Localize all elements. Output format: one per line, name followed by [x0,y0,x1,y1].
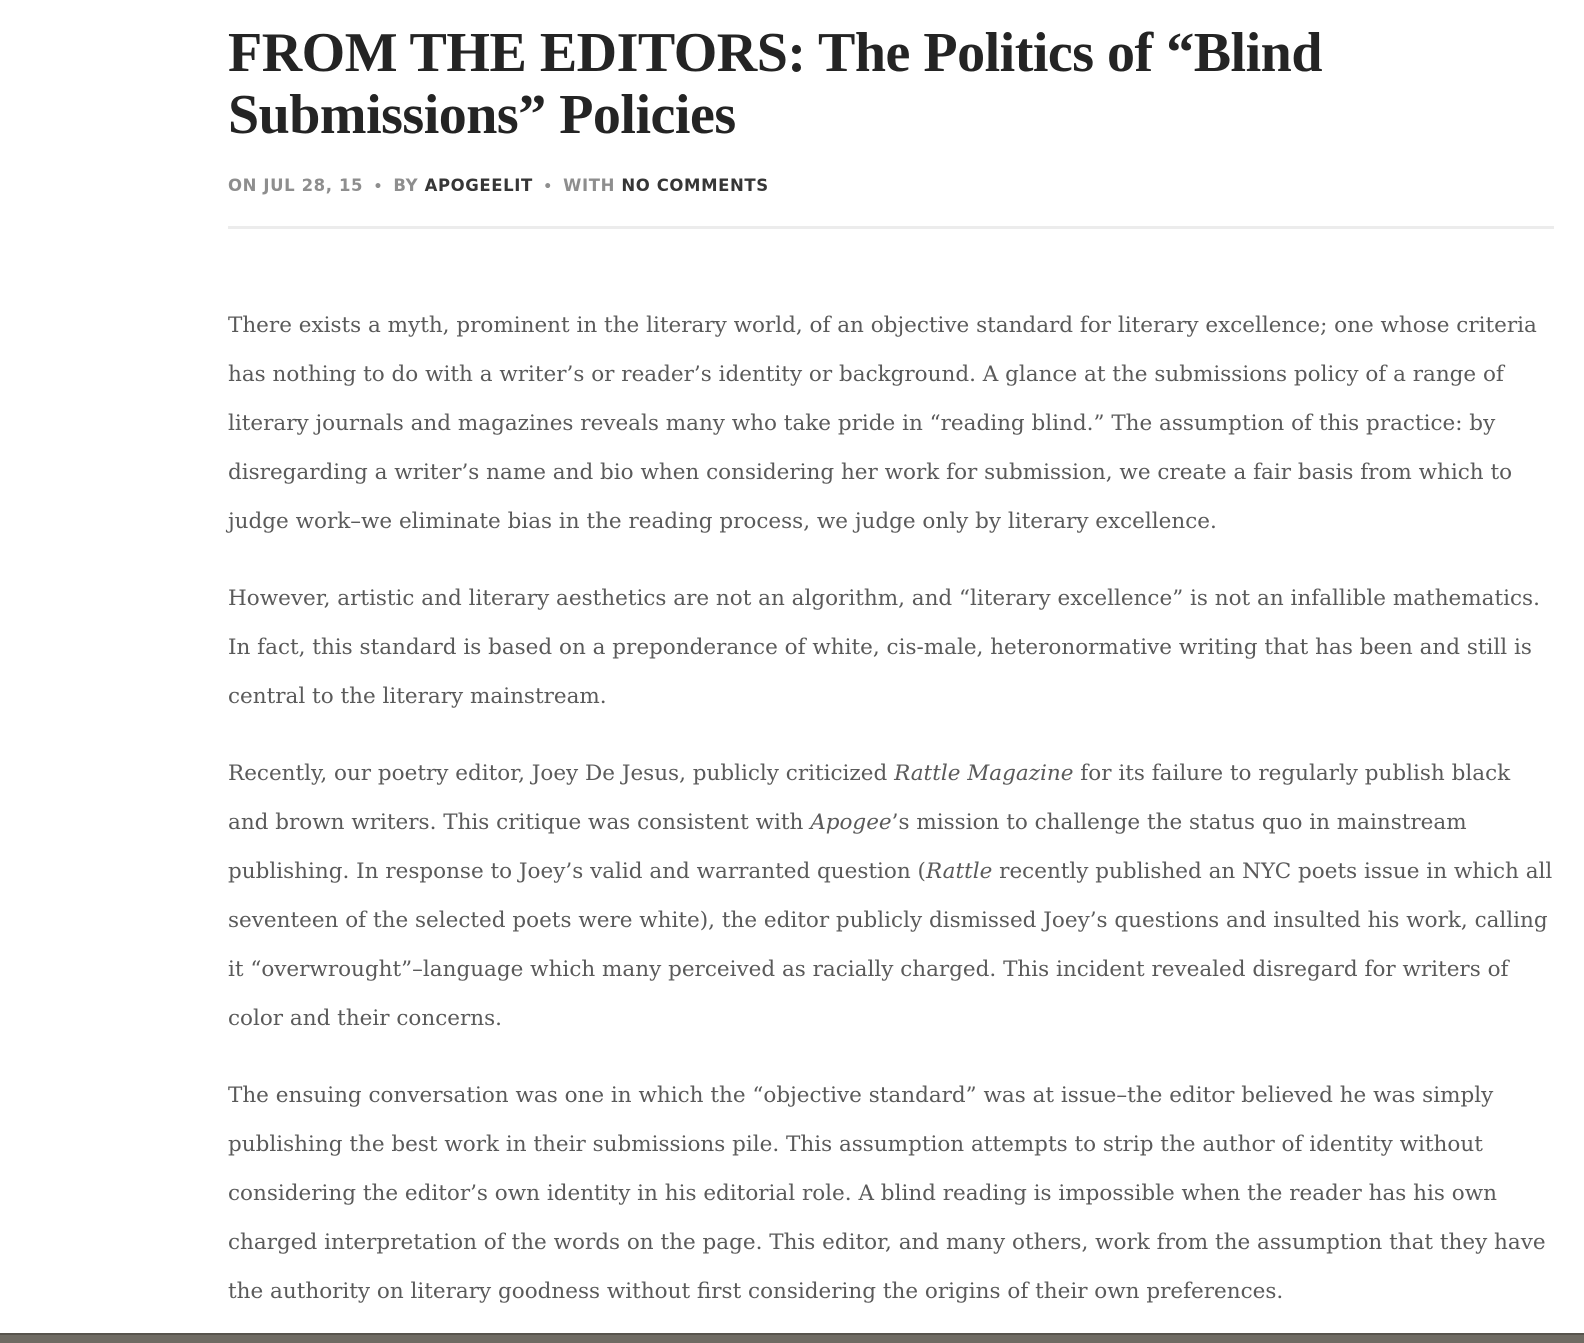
byline-separator-icon: • [373,179,384,195]
text-segment: The ensuing conversation was one in which the “objective standard” was at issue–the editor believed he was simply publishing the best work in their submissions pile. This assumption attempts to strip the author of identity without considering the editor’s own identity in his editorial role. A blind reading is impossible when the reader has his own charged interpretation of the words on the page. This editor, and many others, work from the assumption that they have the authority on literary goodness without first considering the origins of their own preferences. [228,1083,1546,1304]
article-paragraph [228,749,1554,1043]
text-segment: There exists a myth, prominent in the literary world, of an objective standard for literary excellence; one whose criteria has nothing to do with a writer’s or reader’s identity or background. A glance at the submissions policy of a range of literary journals and magazines reveals many who take pride in “reading blind.” The assumption of this practice: by disregarding a writer’s name and bio when considering her work for submission, we create a fair basis from which to judge work–we eliminate bias in the reading process, we judge only by literary excellence. [228,313,1537,534]
text-segment: Recently, our poetry editor, Joey De Jesus, publicly criticized [228,761,895,786]
text-segment: recently published an NYC poets issue in which all seventeen of the selected poets were white), the editor publicly dismissed Joey’s questions and insulted his work, calling it “overwrought”–language which many perceived as racially charged. This incident revealed disregard for writers of color and their concerns. [228,859,1553,1031]
author-link[interactable]: APOGEELIT [424,176,533,195]
article-paragraph [228,1071,1554,1316]
title-divider [228,226,1554,229]
italic-text-segment: Rattle [925,859,993,884]
byline-with-label: WITH [563,176,615,195]
post-title: FROM THE EDITORS: The Politics of “Blind Submissions” Policies [228,22,1322,146]
comments-link[interactable]: NO COMMENTS [621,176,769,195]
byline-separator-icon: • [543,179,553,195]
post-byline [228,176,1554,195]
article-paragraph [228,574,1554,721]
byline-date: ON JUL 28, 15 [228,176,364,195]
article-paragraph [228,301,1554,546]
italic-text-segment: Rattle Magazine [894,761,1074,786]
article-body [228,301,1554,1316]
footer-bar [0,1333,1584,1343]
text-segment: However, artistic and literary aesthetics are not an algorithm, and “literary excellence” is not an infallible mathematics. In fact, this standard is based on a preponderance of white, cis-male, heteronormative writing that has been and still is central to the literary mainstream. [228,586,1540,709]
byline-by-label: BY [393,176,419,195]
post-content [228,0,1554,1343]
text-segment: for its failure to regularly publish black and brown writers. This critique was consistent with [228,761,1511,835]
text-segment: ’s mission to challenge the status quo in mainstream publishing. In response to Joey’s valid and warranted question ( [228,810,1467,884]
italic-text-segment: Apogee [810,810,892,835]
